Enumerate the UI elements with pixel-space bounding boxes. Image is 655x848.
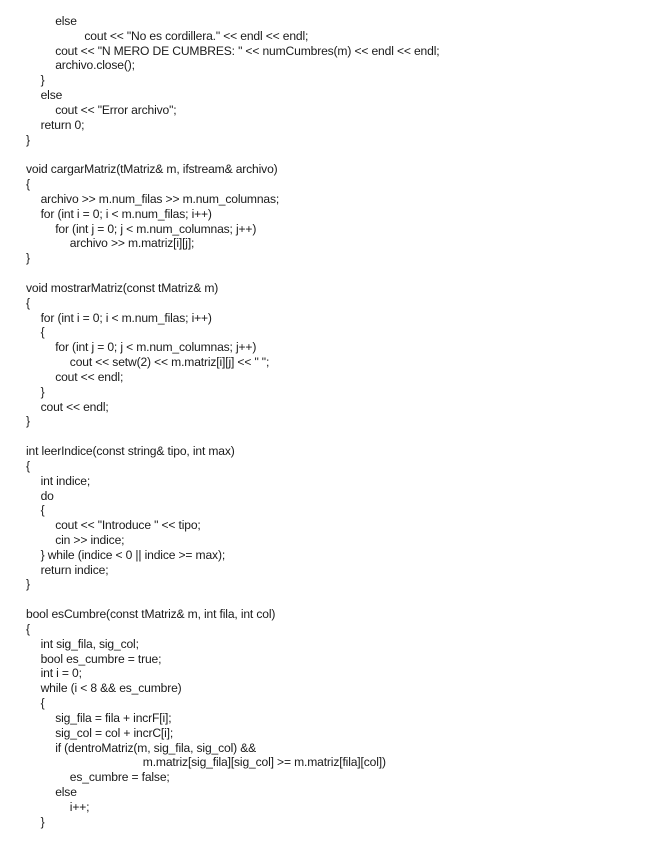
code-line: } [26, 414, 30, 429]
code-line: int leerIndice(const string& tipo, int max) [26, 444, 235, 459]
code-line: bool esCumbre(const tMatriz& m, int fila, int col) [26, 607, 276, 622]
code-line: { [40, 325, 45, 340]
code-line: if (dentroMatriz(m, sig_fila, sig_col) && [55, 740, 257, 755]
code-line: { [26, 295, 30, 310]
code-line: m.matriz[sig_fila][sig_col] >= m.matriz[fila][col]) [142, 755, 386, 770]
code-line: } while (indice < 0 || indice >= max); [40, 547, 226, 562]
code-line: } [40, 384, 45, 399]
code-line: } [40, 814, 45, 829]
code-line: for (int j = 0; j < m.num_columnas; j++) [55, 221, 257, 236]
code-line [26, 266, 646, 281]
code-line: return indice; [40, 562, 109, 577]
code-line: es_cumbre = false; [69, 770, 170, 785]
code-line: cout << setw(2) << m.matriz[i][j] << " "; [69, 355, 270, 370]
code-line: do [40, 488, 54, 503]
code-line: i++; [69, 799, 90, 814]
code-line: else [55, 785, 77, 800]
code-line: archivo.close(); [55, 58, 135, 73]
code-line: for (int j = 0; j < m.num_columnas; j++) [55, 340, 257, 355]
code-line: void mostrarMatriz(const tMatriz& m) [26, 280, 219, 295]
code-listing [26, 14, 646, 830]
code-line: sig_fila = fila + incrF[i]; [55, 710, 172, 725]
code-line: { [40, 503, 45, 518]
code-line: archivo >> m.num_filas >> m.num_columnas; [40, 191, 280, 206]
code-line: return 0; [40, 117, 85, 132]
code-line: } [26, 132, 30, 147]
code-line: int i = 0; [40, 666, 82, 681]
code-line: { [26, 177, 30, 192]
code-line: } [26, 577, 30, 592]
code-line: cout << "No es cordillera." << endl << endl; [84, 28, 309, 43]
code-line: int indice; [40, 473, 91, 488]
code-line: { [26, 458, 30, 473]
code-line: bool es_cumbre = true; [40, 651, 162, 666]
code-line [26, 429, 646, 444]
code-line [26, 147, 646, 162]
code-line: cout << "N MERO DE CUMBRES: " << numCumbres(m) << endl << endl; [55, 43, 440, 58]
code-line [26, 592, 646, 607]
code-line: void cargarMatriz(tMatriz& m, ifstream& archivo) [26, 162, 278, 177]
code-line: cout << "Introduce " << tipo; [55, 518, 201, 533]
code-line: else [55, 14, 77, 28]
code-line: for (int i = 0; i < m.num_filas; i++) [40, 310, 212, 325]
code-line: else [40, 88, 63, 103]
code-line: sig_col = col + incrC[i]; [55, 725, 174, 740]
code-line: { [26, 621, 30, 636]
code-line: while (i < 8 && es_cumbre) [40, 681, 182, 696]
code-line: cin >> indice; [55, 532, 125, 547]
code-line: } [40, 73, 45, 88]
code-line: { [40, 696, 45, 711]
code-line: } [26, 251, 30, 266]
code-line: int sig_fila, sig_col; [40, 636, 139, 651]
code-line: for (int i = 0; i < m.num_filas; i++) [40, 206, 212, 221]
code-line: cout << endl; [40, 399, 109, 414]
code-line: cout << endl; [55, 369, 124, 384]
code-line: archivo >> m.matriz[i][j]; [69, 236, 195, 251]
code-line: cout << "Error archivo"; [55, 102, 177, 117]
